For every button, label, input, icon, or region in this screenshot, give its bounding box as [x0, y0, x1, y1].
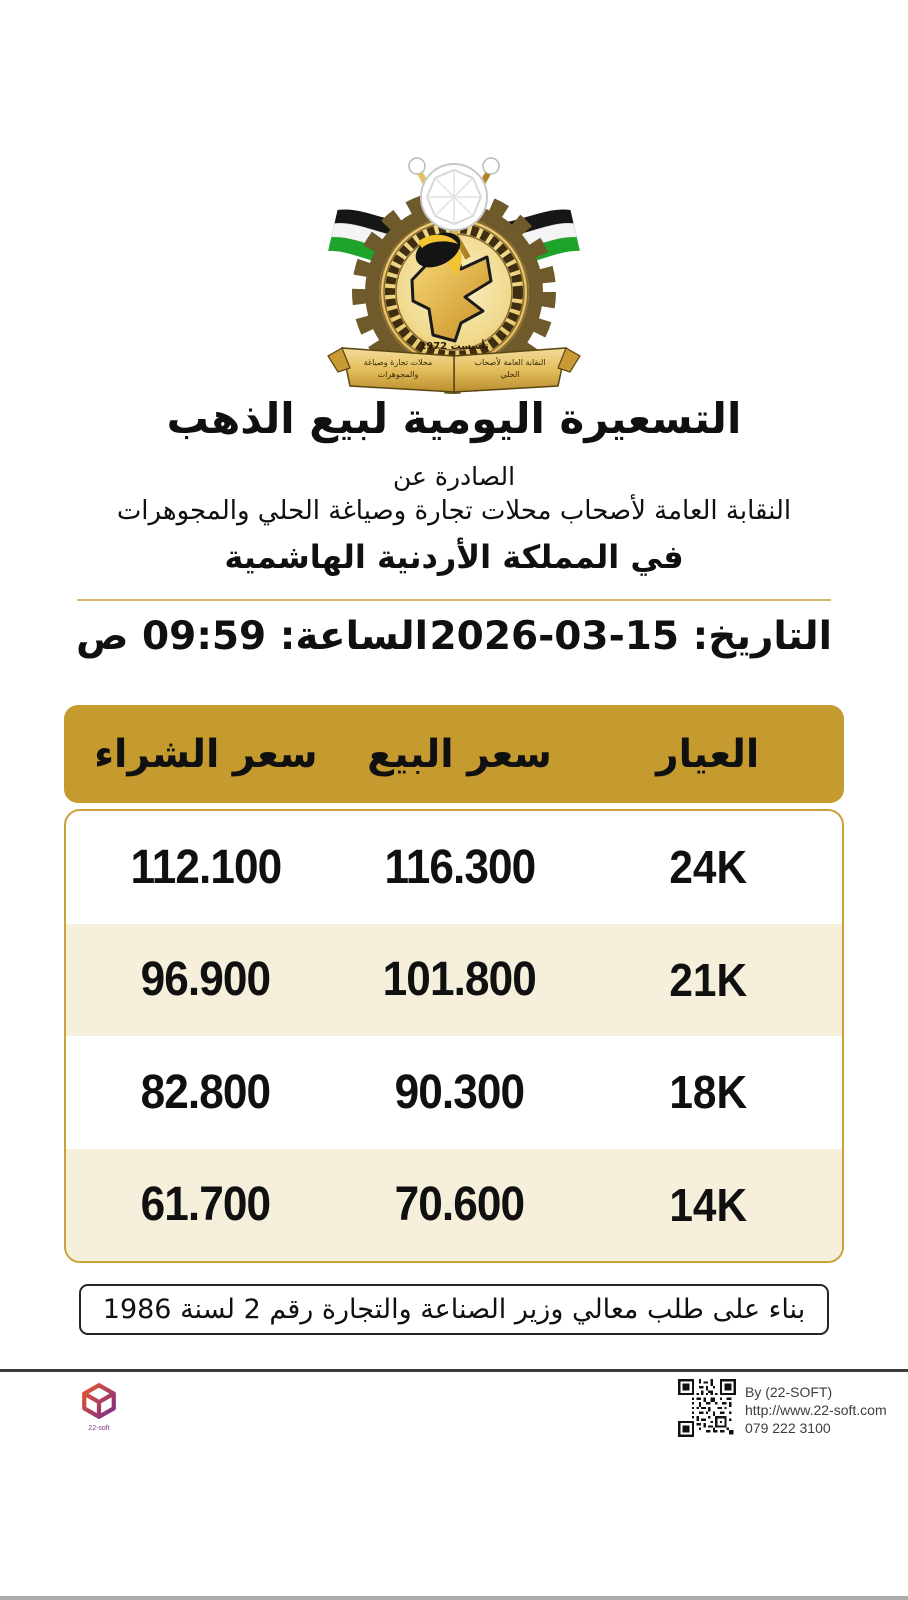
established-text: تأسست 1972 — [419, 341, 489, 352]
ribbon-right-text-2: الحلي — [500, 370, 520, 379]
phone-text: 079 222 3100 — [745, 1420, 831, 1437]
karat-value: 21K — [668, 953, 747, 1006]
screen-bottom-edge — [0, 1596, 908, 1600]
table-row-18k — [66, 1036, 842, 1149]
column-header-karat: العيار — [656, 731, 760, 777]
sell-price-value: 90.300 — [394, 1065, 525, 1119]
buy-price-value: 61.700 — [141, 1178, 271, 1232]
column-header-buy-price: سعر الشراء — [94, 731, 318, 777]
company-logo — [76, 1382, 122, 1432]
column-header-sell-price: سعر البيع — [367, 731, 552, 777]
price-table-header — [64, 705, 844, 803]
credit-text: By (22-SOFT) — [745, 1384, 833, 1400]
diamond-icon — [421, 164, 487, 230]
page-title: التسعيرة اليومية لبيع الذهب — [166, 394, 742, 443]
legal-note: بناء على طلب معالي وزير الصناعة والتجارة رقم 2 لسنة 1986 — [79, 1284, 829, 1335]
syndicate-emblem-icon — [318, 150, 590, 398]
website-text: http://www.22-soft.com — [745, 1402, 887, 1419]
table-row-21k — [66, 924, 842, 1037]
date-value: 15-03-2026 — [429, 614, 680, 659]
sell-price-value: 101.800 — [382, 953, 537, 1007]
gold-divider — [77, 599, 831, 601]
sell-price-value: 116.300 — [384, 840, 535, 894]
developer-credit — [678, 1379, 887, 1438]
organization-name: النقابة العامة لأصحاب محلات تجارة وصياغة الحلي والمجوهرات — [116, 496, 792, 526]
karat-value: 18K — [668, 1066, 747, 1119]
company-logo-caption: 22-soft — [88, 1425, 110, 1432]
buy-price-value: 112.100 — [130, 840, 282, 894]
karat-value: 24K — [668, 841, 747, 894]
time-label: الساعة: — [279, 614, 429, 659]
company-cube-logo-icon — [80, 1382, 118, 1420]
footer-divider — [0, 1369, 908, 1372]
date-label: التاريخ: — [692, 614, 832, 659]
qr-code-icon — [678, 1379, 736, 1437]
ribbon-left-text-2: والمجوهرات — [377, 370, 419, 379]
buy-price-value: 82.800 — [141, 1065, 271, 1119]
table-row-24k — [66, 811, 842, 924]
syndicate-emblem — [318, 150, 590, 398]
time-field — [76, 614, 428, 659]
ribbon-right-text-1: النقابة العامة لأصحاب — [474, 358, 546, 367]
legal-note-container — [0, 1284, 908, 1335]
time-value: 09:59 ص — [76, 614, 267, 659]
buy-price-value: 96.900 — [141, 953, 271, 1007]
karat-value: 14K — [668, 1178, 747, 1231]
ribbon-left-text-1: محلات تجارة وصياغة — [363, 358, 433, 367]
table-row-14k — [66, 1149, 842, 1262]
issued-by-label: الصادرة عن — [392, 462, 516, 491]
date-field — [430, 614, 832, 659]
datetime-row — [76, 614, 832, 659]
country-name: في المملكة الأردنية الهاشمية — [224, 538, 684, 576]
price-table-body — [64, 809, 844, 1263]
sell-price-value: 70.600 — [394, 1178, 525, 1232]
